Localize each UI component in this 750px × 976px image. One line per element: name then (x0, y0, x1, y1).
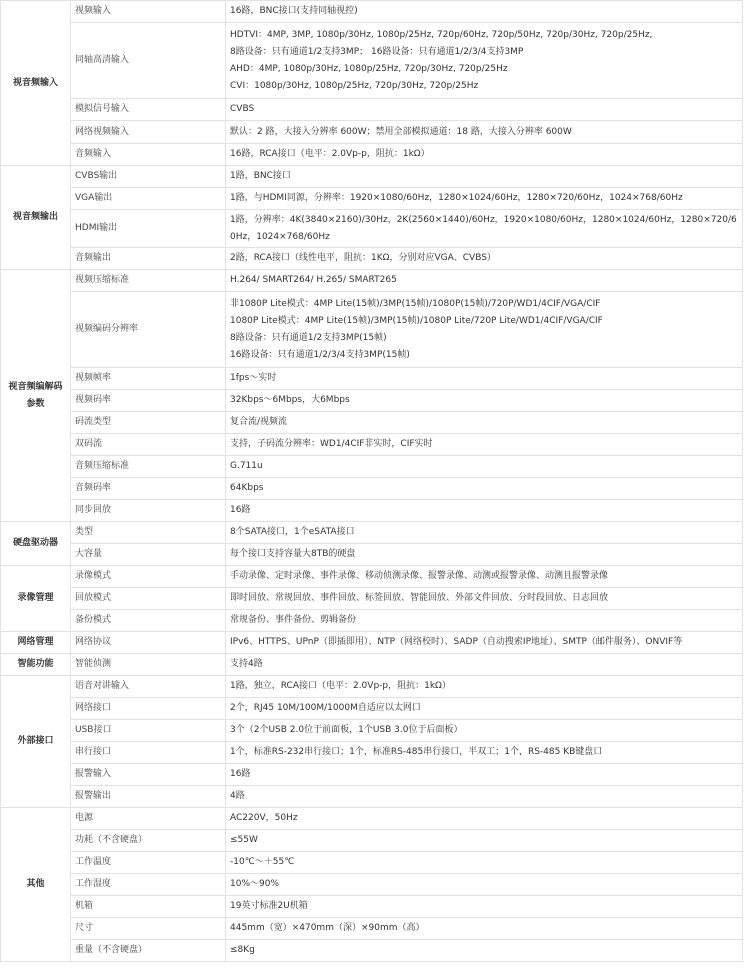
spec-row (1, 544, 743, 566)
param-name: 视频编码分辨率 (71, 292, 226, 368)
param-value (226, 918, 743, 940)
param-value (226, 786, 743, 808)
category-cell: 视音频输入 (1, 1, 71, 166)
param-name: 双码流 (71, 434, 226, 456)
param-value (226, 764, 743, 786)
param-name: 回放模式 (71, 588, 226, 610)
param-value-line: IPv6、HTTPS、UPnP（即插即用）、NTP（网络校时）、SADP（自动搜索IP地址）、SMTP（邮件服务）、ONVIF等 (230, 637, 683, 647)
param-value (226, 698, 743, 720)
spec-table-body (1, 1, 743, 962)
param-value-line: CVI：1080p/30Hz, 1080p/25Hz, 720p/30Hz, 720p/25Hz (230, 80, 479, 91)
param-value-line: 手动录像、定时录像、事件录像、移动侦测录像、报警录像、动测或报警录像、动测且报警录像 (230, 571, 609, 581)
spec-row (1, 390, 743, 412)
param-value (226, 99, 743, 121)
param-value-line: 2路，RCA接口（线性电平，阻抗：1KΩ，分别对应VGA、CVBS） (230, 253, 496, 263)
param-value-line: 4路 (230, 791, 245, 801)
param-value-line: 445mm（宽）×470mm（深）×90mm（高） (230, 923, 425, 933)
spec-row (1, 786, 743, 808)
param-value-line: 8路设备：只有通道1/2支持3MP； 16路设备：只有通道1/2/3/4支持3MP (230, 46, 524, 57)
param-name: 模拟信号输入 (71, 99, 226, 121)
spec-row (1, 588, 743, 610)
param-value (226, 210, 743, 248)
param-name: 视频码率 (71, 390, 226, 412)
param-value-line: H.264/ SMART264/ H.265/ SMART265 (230, 275, 397, 285)
param-value (226, 610, 743, 632)
spec-row (1, 1, 743, 23)
param-name: 视频输入 (71, 1, 226, 23)
param-name: 工作温度 (71, 852, 226, 874)
param-name: 功耗（不含硬盘） (71, 830, 226, 852)
param-name: 报警输出 (71, 786, 226, 808)
param-value (226, 166, 743, 188)
param-value (226, 676, 743, 698)
param-name: 同步回放 (71, 500, 226, 522)
param-value-line: 1路，与HDMI同源，分辨率：1920×1080/60Hz，1280×1024/60Hz，1280×720/60Hz，1024×768/60Hz (230, 193, 683, 203)
param-name: 语音对讲输入 (71, 676, 226, 698)
param-name: 音频输入 (71, 144, 226, 166)
param-value-line: 常规备份、事件备份、剪辑备份 (230, 615, 357, 625)
param-name: 智能侦测 (71, 654, 226, 676)
param-value-line: 1路，BNC接口 (230, 171, 291, 181)
param-value-line: 10%～90% (230, 879, 280, 889)
spec-row (1, 698, 743, 720)
spec-row (1, 874, 743, 896)
param-value-line: 32Kbps～6Mbps，大6Mbps (230, 395, 350, 405)
spec-row (1, 248, 743, 270)
param-value-line: 19英寸标准2U机箱 (230, 901, 308, 911)
category-cell: 其他 (1, 808, 71, 962)
param-value-line: 每个接口支持容量大8TB的硬盘 (230, 549, 356, 559)
spec-row (1, 852, 743, 874)
param-value (226, 144, 743, 166)
spec-row (1, 764, 743, 786)
spec-row (1, 292, 743, 368)
param-name: 尺寸 (71, 918, 226, 940)
spec-row (1, 742, 743, 764)
category-cell: 视音频编解码参数 (1, 270, 71, 522)
param-name: 网络接口 (71, 698, 226, 720)
spec-row (1, 632, 743, 654)
spec-row (1, 500, 743, 522)
param-value (226, 874, 743, 896)
param-value (226, 742, 743, 764)
param-value-line: HDTVI：4MP, 3MP, 1080p/30Hz, 1080p/25Hz, 720p/60Hz, 720p/50Hz, 720p/30Hz, 720p/25Hz, (230, 29, 653, 40)
param-value (226, 808, 743, 830)
param-name: 重量（不含硬盘） (71, 940, 226, 962)
param-value (226, 720, 743, 742)
param-value-line: 2个，RJ45 10M/100M/1000M自适应以太网口 (230, 703, 421, 713)
param-value-line: 16路设备：只有通道1/2/3/4支持3MP(15帧) (230, 349, 410, 360)
spec-row (1, 522, 743, 544)
spec-row (1, 456, 743, 478)
param-value-line: 16路，RCA接口（电平：2.0Vp-p，阻抗：1kΩ） (230, 149, 430, 159)
param-value-line: 即时回放、常规回放、事件回放、标签回放、智能回放、外部文件回放、分时段回放、日志回放 (230, 593, 609, 603)
param-value (226, 566, 743, 588)
param-value-line: 1个，标准RS-232串行接口；1个，标准RS-485串行接口，半双工；1个，RS-485 KB键盘口 (230, 747, 603, 757)
param-value (226, 500, 743, 522)
param-name: 串行接口 (71, 742, 226, 764)
param-value-line: AHD：4MP, 1080p/30Hz, 1080p/25Hz, 720p/30Hz, 720p/25Hz (230, 63, 508, 74)
param-name: 备份模式 (71, 610, 226, 632)
param-value (226, 368, 743, 390)
param-name: 电源 (71, 808, 226, 830)
spec-row (1, 896, 743, 918)
param-value-line: ≤8Kg (230, 945, 255, 955)
param-value (226, 121, 743, 144)
param-name: VGA输出 (71, 188, 226, 210)
param-name: 音频输出 (71, 248, 226, 270)
spec-row (1, 610, 743, 632)
category-cell: 录像管理 (1, 566, 71, 632)
param-name: 音频码率 (71, 478, 226, 500)
spec-row (1, 676, 743, 698)
param-value (226, 412, 743, 434)
spec-row (1, 368, 743, 390)
param-value-line: 支持，子码流分辨率：WD1/4CIF非实时，CIF实时 (230, 439, 433, 449)
param-name: 码流类型 (71, 412, 226, 434)
param-value-line: AC220V，50Hz (230, 813, 298, 823)
param-value (226, 544, 743, 566)
param-value (226, 1, 743, 23)
param-value-line: CVBS (230, 104, 255, 114)
param-value-line: 64Kbps (230, 483, 264, 493)
spec-row (1, 720, 743, 742)
param-value (226, 248, 743, 270)
param-name: 录像模式 (71, 566, 226, 588)
param-name: HDMI输出 (71, 210, 226, 248)
spec-row (1, 99, 743, 121)
param-name: 网络视频输入 (71, 121, 226, 144)
param-value (226, 188, 743, 210)
param-value (226, 852, 743, 874)
spec-row (1, 121, 743, 144)
spec-row (1, 654, 743, 676)
param-value-line: 非1080P Lite模式：4MP Lite(15帧)/3MP(15帧)/1080P(15帧)/720P/WD1/4CIF/VGA/CIF (230, 298, 601, 309)
category-cell: 智能功能 (1, 654, 71, 676)
spec-row (1, 270, 743, 292)
param-name: 工作湿度 (71, 874, 226, 896)
category-cell: 网络管理 (1, 632, 71, 654)
param-value-line: 支持4路 (230, 659, 263, 669)
param-value (226, 270, 743, 292)
category-cell: 视音频输出 (1, 166, 71, 270)
param-value (226, 522, 743, 544)
spec-row (1, 478, 743, 500)
param-name: CVBS输出 (71, 166, 226, 188)
param-value-line: -10℃～＋55℃ (230, 857, 295, 867)
param-value (226, 23, 743, 99)
param-name: 报警输入 (71, 764, 226, 786)
param-name: 机箱 (71, 896, 226, 918)
param-value-line: 1路，分辨率：4K(3840×2160)/30Hz，2K(2560×1440)/60Hz，1920×1080/60Hz，1280×1024/60Hz，1280×720/60Hz，1024×768/60Hz (230, 214, 737, 242)
param-value-line: 复合流/视频流 (230, 417, 288, 427)
spec-row (1, 144, 743, 166)
param-value-line: 16路，BNC接口(支持同轴视控) (230, 6, 358, 16)
param-value-line: 8路设备：只有通道1/2支持3MP(15帧) (230, 332, 387, 343)
spec-row (1, 434, 743, 456)
spec-row (1, 210, 743, 248)
category-cell: 硬盘驱动器 (1, 522, 71, 566)
spec-row (1, 940, 743, 962)
param-name: 视频帧率 (71, 368, 226, 390)
spec-row (1, 918, 743, 940)
param-value (226, 896, 743, 918)
param-value (226, 456, 743, 478)
param-value (226, 940, 743, 962)
param-value (226, 654, 743, 676)
spec-row (1, 830, 743, 852)
param-value (226, 434, 743, 456)
param-name: 音频压缩标准 (71, 456, 226, 478)
param-name: 同轴高清输入 (71, 23, 226, 99)
param-value-line: 16路 (230, 505, 251, 515)
spec-row (1, 566, 743, 588)
spec-row (1, 188, 743, 210)
param-name: 视频压缩标准 (71, 270, 226, 292)
spec-row (1, 23, 743, 99)
category-cell: 外部接口 (1, 676, 71, 808)
param-value-line: 8个SATA接口，1个eSATA接口 (230, 527, 355, 537)
param-name: 网络协议 (71, 632, 226, 654)
param-name: 类型 (71, 522, 226, 544)
param-value (226, 588, 743, 610)
spec-row (1, 412, 743, 434)
param-name: 大容量 (71, 544, 226, 566)
param-value-line: 3个（2个USB 2.0位于前面板，1个USB 3.0位于后面板） (230, 725, 463, 735)
param-name: USB接口 (71, 720, 226, 742)
param-value (226, 390, 743, 412)
param-value-line: G.711u (230, 461, 263, 471)
param-value-line: ≤55W (230, 835, 258, 845)
param-value (226, 632, 743, 654)
spec-row (1, 808, 743, 830)
param-value (226, 830, 743, 852)
param-value-line: 1080P Lite模式：4MP Lite(15帧)/3MP(15帧)/1080P Lite/720P Lite/WD1/4CIF/VGA/CIF (230, 315, 603, 326)
param-value-line: 1fps～实时 (230, 373, 277, 383)
spec-row (1, 166, 743, 188)
param-value (226, 292, 743, 368)
param-value-line: 默认：2 路，大接入分辨率 600W；禁用全部模拟通道：18 路，大接入分辨率 600W (230, 126, 572, 137)
param-value (226, 478, 743, 500)
param-value-line: 1路，独立，RCA接口（电平：2.0Vp-p，阻抗：1kΩ） (230, 681, 451, 691)
param-value-line: 16路 (230, 769, 251, 779)
